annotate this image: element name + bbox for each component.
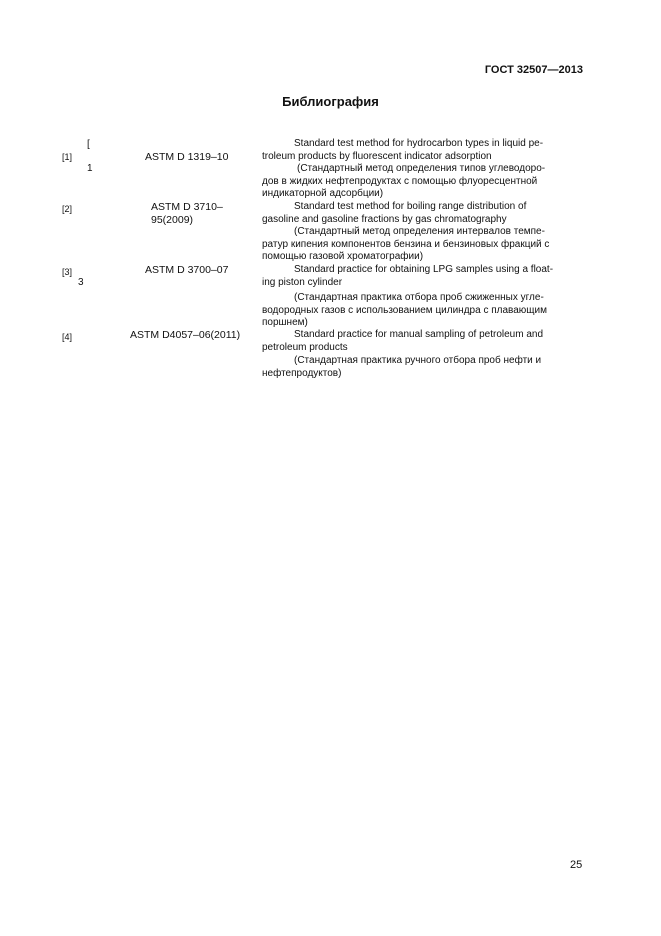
stray-digit: 3 <box>78 277 84 288</box>
reference-line: Standard practice for obtaining LPG samples using a float- <box>294 264 554 275</box>
reference-line: troleum products by fluorescent indicator adsorption <box>262 150 492 162</box>
reference-line: petroleum products <box>262 341 348 353</box>
reference-line: индикаторной адсорбции) <box>262 188 384 199</box>
reference-code: 95(2009) <box>151 213 194 226</box>
reference-line: Standard test method for hydrocarbon types in liquid pe- <box>294 138 544 149</box>
reference-line: ратур кипения компонентов бензина и бензиновых фракций с <box>262 238 550 250</box>
reference-code: ASTM D 3700–07 <box>145 264 229 276</box>
reference-number: [3] <box>62 267 73 277</box>
reference-code: ASTM D 1319–10 <box>145 151 229 163</box>
reference-line: нефтепродуктов) <box>262 367 342 379</box>
reference-line: (Стандартная практика ручного отбора проб нефти и <box>294 355 542 366</box>
reference-line: водородных газов с использованием цилиндра с плавающим <box>262 304 547 316</box>
reference-line: (Стандартный метод определения интервалов темпе- <box>294 226 545 237</box>
reference-line: дов в жидких нефтепродуктах с помощью флуоресцентной <box>262 175 538 187</box>
reference-line: gasoline and gasoline fractions by gas chromatography <box>262 213 507 225</box>
reference-line: (Стандартный метод определения типов углеводоро- <box>297 163 546 174</box>
stray-bracket: [ <box>87 139 90 150</box>
reference-line: Standard test method for boiling range distribution of <box>294 201 527 212</box>
reference-line: поршнем) <box>262 317 308 328</box>
reference-number: [2] <box>62 204 73 214</box>
reference-line: помощью газовой хроматографии) <box>262 251 424 262</box>
reference-number: [1] <box>62 152 73 162</box>
stray-digit: 1 <box>87 163 93 174</box>
reference-number: [4] <box>62 332 73 342</box>
reference-code: ASTM D 3710– <box>151 201 223 213</box>
reference-line: (Стандартная практика отбора проб сжиженных угле- <box>294 292 544 303</box>
page-number: 25 <box>570 859 583 871</box>
standard-header: ГОСТ 32507—2013 <box>484 64 583 76</box>
reference-code: ASTM D4057–06(2011) <box>130 329 241 341</box>
reference-line: ing piston cylinder <box>262 276 343 288</box>
reference-line: Standard practice for manual sampling of petroleum and <box>294 329 544 340</box>
page-title: Библиография <box>282 94 379 109</box>
